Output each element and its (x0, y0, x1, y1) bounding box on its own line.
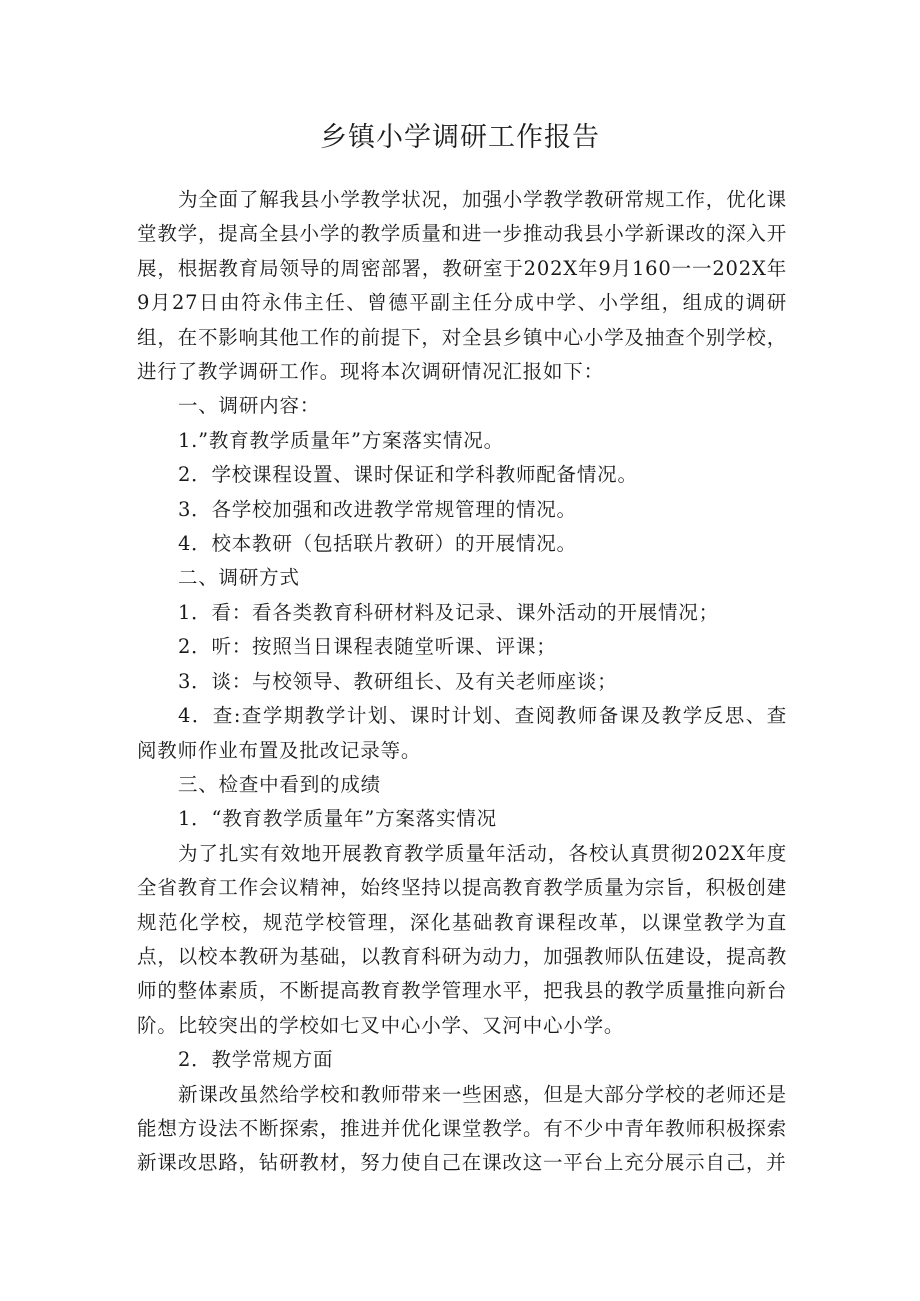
section1-item-1: 1.”教育教学质量年”方案落实情况。 (177, 428, 504, 452)
section2-item-3: 3．谈：与校领导、教研组长、及有关老师座谈； (177, 669, 618, 693)
section2-heading: 二、调研方式 (177, 566, 300, 590)
section3-sub1-paragraph: 为了扎实有效地开展教育教学质量年活动，各校认真贯彻202X年度全省教育工作会议精神，始终坚持以提高教育教学质量为宗旨，积极创建规范化学校，规范学校管理，深化基础教育课程改革，以课堂教学为直点，以校本教研为基础，以教育科研为动力，加强教师队伍建设，提高教师的整体素质，不断提高教育教学管理水平，把我县的教学质量推向新台阶。比较突出的学校如七叉中心小学、又河中心小学。 (137, 841, 787, 1037)
section1-heading: 一、调研内容： (177, 394, 321, 418)
document-title: 乡镇小学调研工作报告 (320, 122, 600, 153)
section1-item-2: 2．学校课程设置、课时保证和学科教师配备情况。 (177, 463, 638, 487)
section1-item-3: 3．各学校加强和改进教学常规管理的情况。 (177, 497, 577, 521)
section3-sub1-heading: 1．“教育教学质量年”方案落实情况 (177, 807, 497, 831)
intro-paragraph: 为全面了解我县小学教学状况，加强小学教学教研常规工作，优化课堂教学，提高全县小学的教学质量和进一步推动我县小学新课改的深入开展，根据教育局领导的周密部署，教研室于202X年9月160一一202X年9月27日由符永伟主任、曾德平副主任分成中学、小学组，组成的调研组，在不影响其他工作的前提下，对全县乡镇中心小学及抽查个别学校，进行了教学调研工作。现将本次调研情况汇报如下： (137, 188, 787, 384)
section2-item-2: 2．听：按照当日课程表随堂听课、评课； (177, 635, 557, 659)
section3-sub2-heading: 2．教学常规方面 (177, 1048, 334, 1072)
section1-item-4: 4．校本教研（包括联片教研）的开展情况。 (177, 532, 577, 556)
document-body (137, 183, 787, 1181)
section2-item-4: 4．查:查学期教学计划、课时计划、查阅教师备课及教学反思、查阅教师作业布置及批改记录等。 (137, 704, 787, 762)
section3-heading: 三、检查中看到的成绩 (177, 772, 381, 796)
section2-item-1: 1．看：看各类教育科研材料及记录、课外活动的开展情况； (177, 600, 719, 624)
section3-sub2-paragraph: 新课改虽然给学校和教师带来一些困惑，但是大部分学校的老师还是能想方设法不断探索，推进并优化课堂教学。有不少中青年教师积极探索新课改思路，钻研教材，努力使自己在课改这一平台上充分展示自己，并 (137, 1082, 787, 1175)
